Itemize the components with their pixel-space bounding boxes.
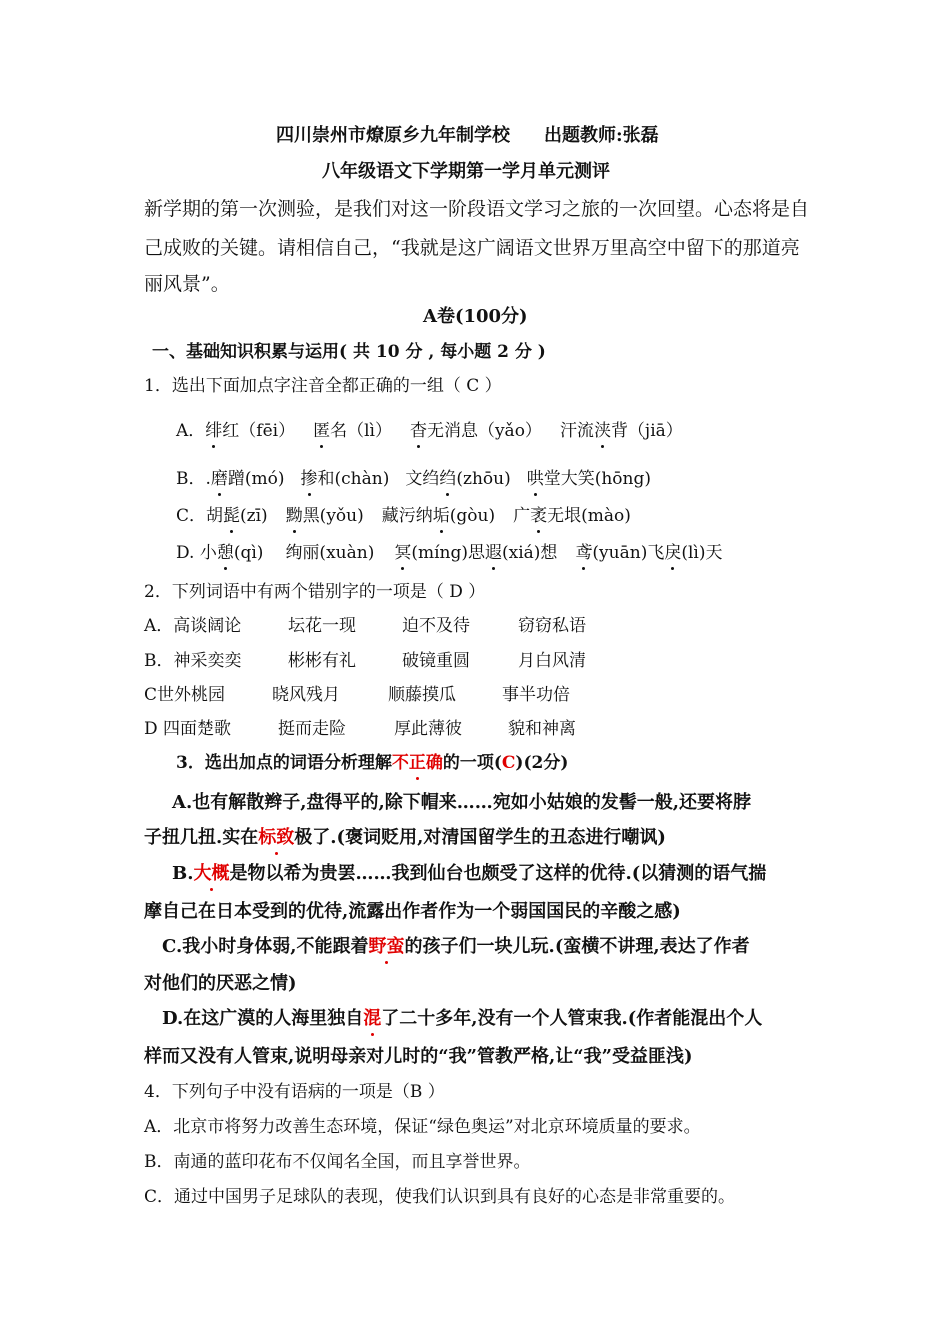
q3-stem-text: 的一项( (442, 753, 502, 773)
q3-stem-text: 3．选出加点的词语分析理解 (176, 753, 392, 773)
option-text: (zī) (240, 506, 268, 526)
q2-cell: 挺而走险 (278, 719, 346, 739)
dotted-char: 冥 (394, 543, 412, 563)
dotted-char: 黝 (285, 506, 303, 526)
option-letter: D. 小 (176, 543, 217, 563)
q3-text: D.在这广漠的人海里独自 (162, 1008, 364, 1029)
intro-line-1: 新学期的第一次测验，是我们对这一阶段语文学习之旅的一次回望。心态将是自 (144, 198, 810, 220)
option-text: (míng)思 (411, 543, 485, 563)
q4-option-a: A．北京市将努力改善生态环境，保证“绿色奥运”对北京环境质量的要求。 (144, 1117, 701, 1137)
option-text: 文绉 (405, 469, 440, 489)
q2-cell: 窃窃私语 (518, 616, 586, 636)
option-text: (lì)天 (681, 543, 723, 563)
dotted-char: 戾 (664, 543, 682, 563)
option-text: 名（lì） (330, 421, 392, 441)
q2-cell: C世外桃园 (144, 685, 226, 705)
option-text: (xiá)想 (501, 543, 558, 563)
section-1-heading: 一、基础知识积累与运用( 共 10 分 , 每小题 2 分 ) (152, 342, 546, 362)
option-text: 无垠(mào) (547, 506, 631, 526)
dotted-char: 绉 (439, 469, 457, 489)
q4-option-b: B．南通的蓝印花布不仅闻名全国，而且享誉世界。 (144, 1152, 531, 1172)
q3-text: 的孩子们一块儿玩.(蛮横不讲理,表达了作者 (404, 936, 750, 957)
q2-cell: 事半功倍 (502, 685, 570, 705)
option-letter: A． (176, 421, 206, 441)
dotted-char: 绯 (205, 421, 223, 441)
option-text: 红（fēi） (222, 421, 296, 441)
q2-cell: B．神采奕奕 (144, 651, 242, 671)
q3-option-b-line-1 (172, 862, 766, 886)
q3-text: 了二十多年,没有一个人管束我.(作者能混出个人 (381, 1008, 763, 1029)
option-letter: C．胡 (176, 506, 224, 526)
q2-cell: 月白风清 (518, 651, 586, 671)
option-text: (yuān)飞 (592, 543, 665, 563)
q3-text: 是物以希为贵罢……我到仙台也颇受了这样的优待.(以猜测的语气揣 (229, 863, 767, 884)
q3-dotted-word: 混 (363, 1008, 382, 1029)
option-text: 黑(yǒu) (302, 506, 364, 526)
dotted-char: 磨 (210, 469, 228, 489)
dotted-char: 鸢 (575, 543, 593, 563)
q3-stem (176, 751, 568, 775)
q2-stem: 2．下列词语中有两个错别字的一项是（ D ） (144, 582, 486, 602)
dotted-char: 杳 (409, 421, 427, 441)
q3-text: 子扭几扭.实在 (144, 827, 259, 848)
dotted-char: 憩 (216, 543, 234, 563)
intro-line-2: 己成败的关键。请相信自己，“我就是这广阔语文世界万里高空中留下的那道亮 (144, 237, 800, 259)
q3-dotted-word: 野蛮 (368, 936, 405, 957)
option-text: 堂大笑(hōng) (543, 469, 651, 489)
q3-dotted-word: 大概 (193, 863, 230, 884)
option-text: 绚丽(xuàn) (285, 543, 375, 563)
q2-cell: 貌和神离 (508, 719, 576, 739)
q1-option-c (176, 504, 631, 528)
q2-cell: 迫不及待 (402, 616, 470, 636)
exam-title: 八年级语文下学期第一学月单元测评 (322, 161, 610, 182)
dotted-char: 袤 (530, 506, 548, 526)
option-text: 背（jiā） (610, 421, 683, 441)
dotted-char: 垢 (432, 506, 450, 526)
q2-cell: 坛花一现 (288, 616, 356, 636)
option-text: 无消息（yǎo） (426, 421, 542, 441)
q1-option-d (176, 541, 722, 565)
teacher-name: 出题教师:张磊 (544, 125, 659, 146)
q3-option-b-line-2: 摩自己在日本受到的优待,流露出作者作为一个弱国国民的辛酸之感) (144, 901, 681, 922)
q4-option-c: C．通过中国男子足球队的表现，使我们认识到具有良好的心态是非常重要的。 (144, 1187, 736, 1207)
q3-text: C.我小时身体弱,不能跟着 (162, 936, 369, 957)
q2-cell: 顺藤摸瓜 (388, 685, 456, 705)
q3-stem-text: )(2分) (515, 753, 569, 773)
volume-a-heading: A卷(100分) (423, 306, 528, 327)
q3-option-a-line-2 (144, 826, 666, 850)
q2-cell: 厚此薄彼 (394, 719, 462, 739)
option-text: 藏污纳 (381, 506, 433, 526)
dotted-char: 遐 (484, 543, 502, 563)
intro-line-3: 丽风景”。 (144, 273, 230, 295)
option-text: (qì) (233, 543, 264, 563)
q3-option-a-line-1: A.也有解散辫子,盘得平的,除下帽来……宛如小姑娘的发髻一般,还要将脖 (172, 792, 752, 813)
option-text: (gòu) (449, 506, 496, 526)
dotted-char: 哄 (526, 469, 544, 489)
option-text: 和(chàn) (317, 469, 390, 489)
q4-stem: 4．下列句子中没有语病的一项是（B ） (144, 1082, 445, 1102)
q3-option-c-line-1 (162, 935, 750, 959)
q1-option-b (176, 467, 651, 491)
q2-cell: D 四面楚歌 (144, 719, 232, 739)
option-letter: B．. (176, 469, 211, 489)
header-line (276, 124, 659, 148)
school-name: 四川崇州市燎原乡九年制学校 (276, 125, 510, 146)
q1-stem: 1．选出下面加点字注音全都正确的一组（ C ） (144, 376, 502, 396)
q1-option-a (176, 419, 683, 443)
q3-stem-emphasis: 不正确 (391, 753, 443, 773)
q2-cell: 破镜重圆 (402, 651, 470, 671)
dotted-char: 髭 (223, 506, 241, 526)
q2-cell: A．高谈阔论 (144, 616, 242, 636)
dotted-char: 浃 (593, 421, 611, 441)
q3-answer: C (501, 753, 516, 773)
q2-cell: 彬彬有礼 (288, 651, 356, 671)
q3-text: B. (172, 863, 194, 884)
q3-option-d-line-2: 样而又没有人管束,说明母亲对儿时的“我”管教严格,让“我”受益匪浅) (144, 1046, 693, 1067)
dotted-char: 掺 (300, 469, 318, 489)
option-text: 广 (513, 506, 531, 526)
q2-cell: 晓风残月 (272, 685, 340, 705)
option-text: 汗流 (559, 421, 594, 441)
option-text: (zhōu) (456, 469, 511, 489)
option-text: 蹭(mó) (227, 469, 285, 489)
q3-dotted-word: 标致 (258, 827, 295, 848)
q3-option-d-line-1 (162, 1007, 762, 1031)
q3-option-c-line-2: 对他们的厌恶之情) (144, 973, 297, 994)
dotted-char: 匿 (313, 421, 331, 441)
q3-text: 极了.(褒词贬用,对清国留学生的丑态进行嘲讽) (294, 827, 666, 848)
